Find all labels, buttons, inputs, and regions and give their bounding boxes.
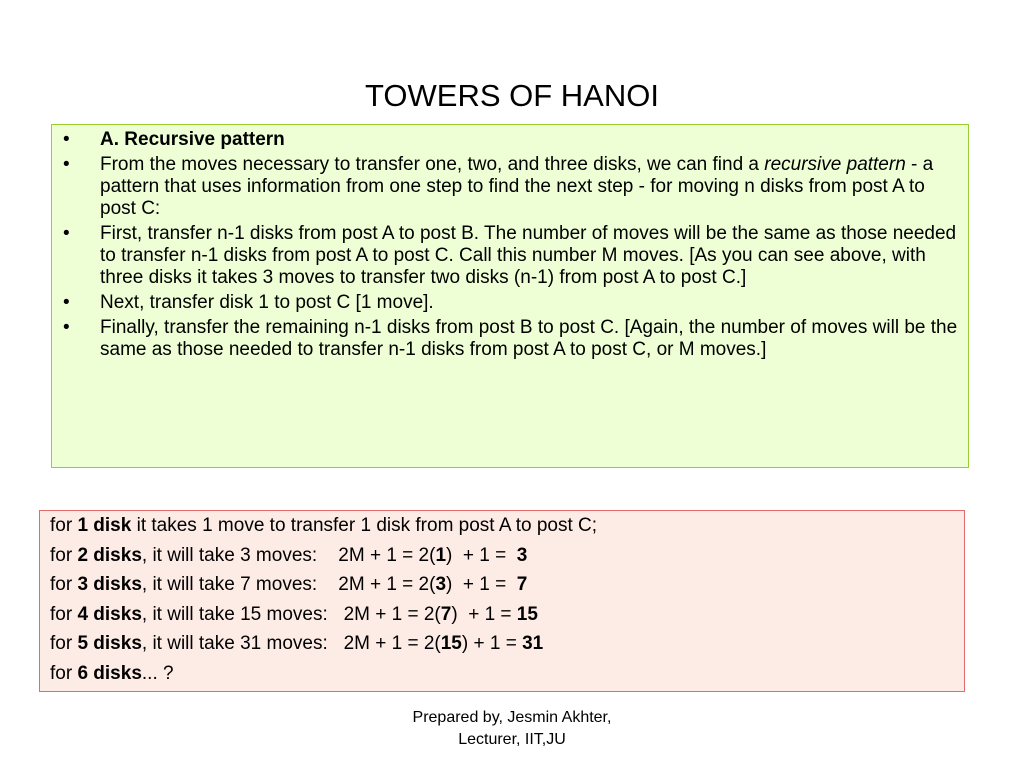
- row-prefix: for: [50, 515, 78, 536]
- disk-count: 3 disks: [77, 574, 142, 595]
- disk-count: 6 disks: [77, 662, 142, 684]
- moves-row-4-disks: [50, 604, 964, 634]
- row-text: , it will take 7 moves: 2M + 1 = 2(: [141, 574, 436, 595]
- footer-author: Prepared by, Jesmin Akhter,: [412, 709, 612, 726]
- recursive-pattern-box: [51, 124, 969, 468]
- footer-affiliation: Lecturer, IIT,JU: [458, 731, 566, 748]
- bullet-text: From the moves necessary to transfer one, two, and three disks, we can find a: [100, 154, 765, 175]
- bullet-item: [52, 317, 958, 361]
- previous-moves: 3: [435, 574, 447, 595]
- bullet-item: [52, 129, 958, 151]
- row-prefix: for: [50, 603, 78, 625]
- moves-row-6-disks: [50, 663, 964, 693]
- previous-moves: 7: [440, 603, 452, 625]
- row-text: ) + 1 =: [446, 544, 517, 566]
- bullet-text: - a pattern that uses information from one step to find the next step - for moving n disks from post A to post C:: [100, 154, 934, 219]
- total-moves: 31: [522, 633, 544, 654]
- disk-count: 1 disk: [77, 515, 132, 536]
- moves-row-2-disks: [50, 545, 964, 575]
- bullet-text: First, transfer n-1 disks from post A to post B. The number of moves will be the same as those needed to transfer n-1 disks from post A to post C. Call this number M moves. [As you can see above, with three disks it takes 3 moves to transfer two disks (n-1) from post A to post C.]: [100, 223, 957, 288]
- moves-row-3-disks: [50, 574, 964, 604]
- bullet-item: [52, 223, 958, 289]
- author-footer: [0, 707, 1024, 751]
- disk-count: 5 disks: [77, 633, 142, 654]
- bullet-text: Next, transfer disk 1 to post C [1 move].: [100, 292, 434, 313]
- previous-moves: 1: [435, 544, 447, 566]
- total-moves: 7: [516, 574, 528, 595]
- bullet-emphasis: recursive pattern: [764, 154, 906, 175]
- row-prefix: for: [50, 662, 78, 684]
- moves-row-5-disks: [50, 633, 964, 663]
- bullet-marker: •: [63, 154, 70, 175]
- row-prefix: for: [50, 544, 78, 566]
- total-moves: 3: [516, 544, 528, 566]
- row-text: ) + 1 =: [451, 603, 517, 625]
- row-text: , it will take 3 moves: 2M + 1 = 2(: [141, 544, 436, 566]
- slide-title: TOWERS OF HANOI: [365, 78, 659, 113]
- row-text: ) + 1 =: [446, 574, 517, 595]
- row-text: , it will take 15 moves: 2M + 1 = 2(: [141, 603, 441, 625]
- bullet-item: [52, 292, 958, 314]
- bullet-marker: •: [63, 317, 70, 338]
- row-text: ... ?: [141, 662, 174, 684]
- bullet-item: [52, 154, 958, 220]
- bullet-heading: A. Recursive pattern: [100, 129, 285, 150]
- bullet-marker: •: [63, 292, 70, 313]
- row-text: , it will take 31 moves: 2M + 1 = 2(: [141, 633, 441, 654]
- disk-moves-box: [39, 510, 965, 692]
- previous-moves: 15: [440, 633, 462, 654]
- row-text: ) + 1 =: [461, 633, 523, 654]
- bullet-text: Finally, transfer the remaining n-1 disks from post B to post C. [Again, the number of moves will be the same as those needed to transfer n-1 disks from post A to post C, or M moves.]: [100, 317, 958, 360]
- row-text: it takes 1 move to transfer 1 disk from post A to post C;: [131, 515, 598, 536]
- row-prefix: for: [50, 574, 78, 595]
- disk-count: 2 disks: [77, 544, 142, 566]
- disk-count: 4 disks: [77, 603, 142, 625]
- bullet-marker: •: [63, 129, 70, 150]
- row-prefix: for: [50, 633, 78, 654]
- total-moves: 15: [516, 603, 538, 625]
- bullet-marker: •: [63, 223, 70, 244]
- bullet-list: [52, 125, 968, 361]
- moves-row-1-disk: [50, 515, 964, 545]
